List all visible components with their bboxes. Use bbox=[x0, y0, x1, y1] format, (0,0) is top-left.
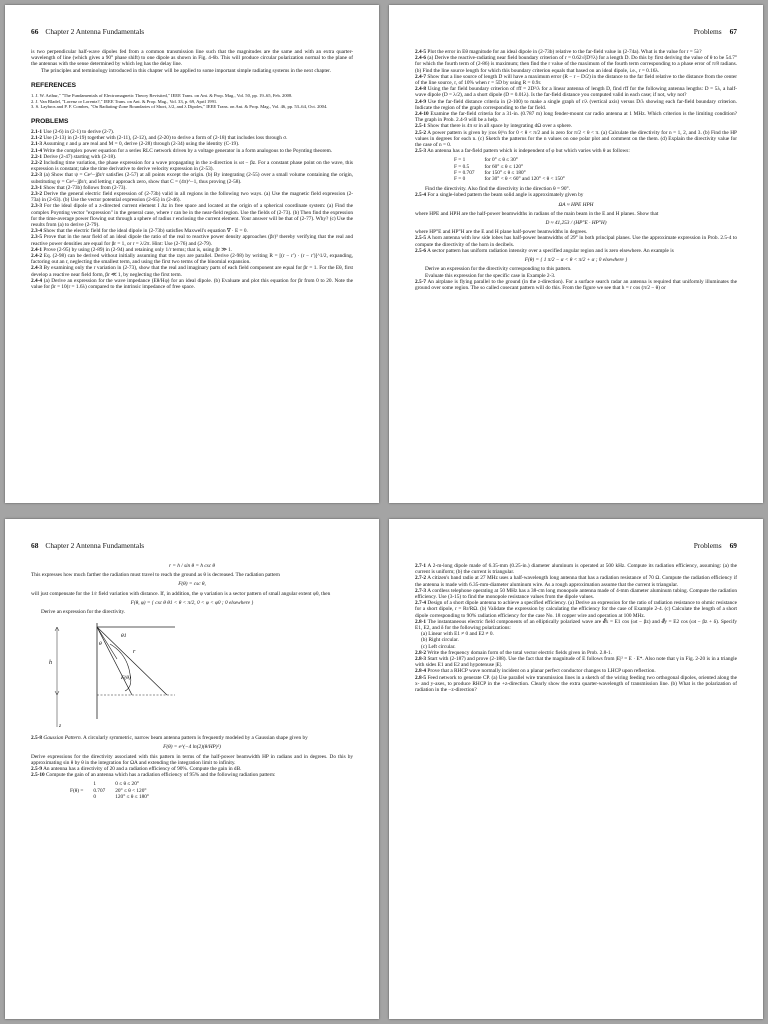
problem-number: 2.5-1 bbox=[415, 123, 427, 130]
r-label: r bbox=[133, 649, 136, 656]
problem-number: 2.3-1 bbox=[31, 184, 43, 191]
problem-number: 2.3-3 bbox=[31, 203, 43, 210]
problems-heading: PROBLEMS bbox=[31, 117, 69, 125]
equation-condition: 20° ≤ θ < 120° bbox=[115, 787, 147, 794]
equation: ΩA ≈ HPE HPH bbox=[558, 201, 594, 208]
problem-text: An airplane is flying parallel to the ground (in the z-direction). For a surface search radar an antenna is required that uniformly illuminates the ground over some region. The so called cosecant pattern will do this. From the figure we see that h = r cos (π/2 − θ) or bbox=[415, 278, 737, 291]
equation-value: 0 bbox=[93, 793, 96, 800]
problem-number: 2.5-8 bbox=[31, 735, 43, 742]
problem-item bbox=[415, 55, 737, 74]
problem-number: 2.3-5 bbox=[31, 234, 43, 241]
problem-number: 2.8-4 bbox=[415, 668, 427, 675]
problem-item bbox=[415, 192, 737, 198]
problem-number: 2.8-2 bbox=[415, 649, 427, 656]
paragraph: will just compensate for the 1/r field variation with distance. If, in addition, the φ variation is a sector pattern of small angular extent φ0, then bbox=[31, 590, 331, 597]
reference-item: 3. S. Laybros and P. F. Combes, "On Radiating-Zone Boundaries of Short, λ/2, and λ Dipoles," IEEE Trans. on Ant. & Prop. Mag., Vol. 46, pp. 53–64, Oct. 2004. bbox=[31, 104, 328, 110]
problem-number: 2.5-2 bbox=[415, 129, 427, 136]
problem-text: A horn antenna with low side lobes has half-power beamwidths of 29° in both principal planes. Use the approximate expression in Prob. 2.5-4 to compute the directivity of the horn in decibels. bbox=[415, 235, 737, 248]
problem-number: 2.4-10 bbox=[415, 111, 429, 118]
problem-number: 2.5-10 bbox=[31, 772, 45, 779]
page-body bbox=[415, 49, 737, 291]
page-number: 66 bbox=[31, 27, 39, 36]
piecewise-equation bbox=[65, 781, 154, 800]
z-label: z bbox=[59, 723, 62, 730]
problem-item bbox=[415, 235, 737, 247]
problem-item bbox=[415, 675, 737, 694]
problem-text: Show that there is 4π sr in all space by integrating dΩ over a sphere. bbox=[427, 123, 573, 130]
problem-number: 2.4-6 bbox=[415, 55, 427, 62]
equation-row bbox=[449, 176, 570, 182]
problem-number: 2.4-8 bbox=[415, 86, 427, 93]
references-heading: REFERENCES bbox=[31, 81, 77, 89]
equation: F(θ) = { 1 π/2 − α < θ < π/2 + α ; 0 elsewhere } bbox=[524, 257, 628, 264]
problem-number: 2.5-5 bbox=[415, 235, 427, 242]
problem-text: Prove (2-95) by using (2-89) in (2-94) and retaining only 1/r terms; that is, using βr ≫ 1. bbox=[43, 246, 233, 253]
problem-number: 2.7-1 bbox=[415, 563, 427, 569]
page-body bbox=[415, 563, 737, 693]
page-header bbox=[415, 541, 737, 550]
problem-number: 2.2-2 bbox=[31, 160, 43, 167]
ray-line bbox=[97, 627, 167, 695]
problem-text: Examine the far-field criteria for a 31-in. (0.787 m) long fender-mount car radio antenna at 1 MHz. Which criterion is the limiting condition? The graph in Prob. 2.4-9 will be a help. bbox=[415, 111, 737, 124]
equation-value: F = 0 bbox=[454, 176, 466, 183]
problem-text: An antenna has a directivity of 20 and a radiation efficiency of 90%. Compute the gain in dB. bbox=[43, 766, 242, 773]
equation: F(θ, φ) = { csc θ θ1 < θ < π/2, 0 < φ < φ0 ; 0 elsewhere } bbox=[130, 599, 254, 606]
problem-text: Use (2-13) in (2-19) together with (2-11), (2-12), and (2-20) to derive a form of (2-18) that includes loss through σ. bbox=[43, 135, 288, 142]
equation-value: F = 0.707 bbox=[454, 169, 475, 176]
problem-number: 2.4-1 bbox=[31, 246, 43, 253]
problem-text: Show that a line source of length D will have a maximum error (R − r − D/2) in the distance to the far field relative to the distance from the center of the line source, r, of 10% when r = 5D by using R = 0.9r. bbox=[415, 73, 738, 87]
running-head: Problems bbox=[693, 541, 722, 550]
paragraph: The principles and terminology introduced in this chapter will be applied to some important simple radiating systems in the next chapter. bbox=[41, 67, 331, 74]
theta1-label: θ1 bbox=[121, 633, 127, 640]
theta-label: θ bbox=[99, 641, 102, 648]
problems-list bbox=[31, 735, 353, 741]
problem-number: 2.5-9 bbox=[31, 766, 43, 773]
page-number: 67 bbox=[729, 27, 737, 36]
paragraph: Evaluate this expression for the specific case in Example 2-3. bbox=[425, 272, 556, 279]
problem-number: 2.2-3 bbox=[31, 172, 43, 179]
running-head: Chapter 2 Antenna Fundamentals bbox=[45, 27, 145, 36]
problem-item bbox=[415, 588, 737, 600]
problem-title: Gaussian Pattern. bbox=[43, 735, 82, 742]
pattern-curve bbox=[110, 644, 131, 691]
problem-number: 2.1-1 bbox=[31, 129, 43, 135]
problem-number: 2.5-6 bbox=[415, 247, 427, 254]
problem-text: Derive the general electric field expression of (2-73b) valid in all regions in the following two ways. (a) Use the magnetic field expression (2-73a) in (2-63). (b) Use the vector potential expression (2-65) in (2-46). bbox=[31, 191, 353, 204]
page-number: 68 bbox=[31, 541, 39, 550]
problem-text: Eq. (2-98) can be derived without initially assuming that the rays are parallel. Derive (2-98) by writing R = [(r − r′) · (r − r′)]^1/2, expanding, factoring out an r, neglecting the smallest term, and using the first two terms of the binomial expansion. bbox=[31, 253, 353, 266]
problem-item bbox=[415, 656, 737, 668]
piecewise-equation bbox=[449, 157, 570, 182]
paragraph: Derive an expression for the directivity. bbox=[41, 609, 126, 616]
page-body bbox=[31, 563, 353, 800]
problem-item bbox=[415, 575, 737, 587]
problem-number: 2.8-3 bbox=[415, 656, 427, 663]
problem-number: 2.8-1 bbox=[415, 618, 427, 625]
equation-condition: for 30° < θ < 60° and 120° < θ < 150° bbox=[484, 176, 565, 183]
problem-text: Feed network to generate CP. (a) Use parallel wire transmission lines in a sketch of the wiring feeding two orthogonal dipoles, oriented along the x- and y-axes, to produce RHCP in the +z-direction. Clearly show the extra quarter-wavelength of transmission line. (b) What is the polarization of radiation in the −z-direction? bbox=[415, 674, 737, 694]
equation-condition: for 150° ≤ θ ≤ 180° bbox=[484, 169, 526, 176]
page-68 bbox=[5, 519, 379, 1019]
problem-number: 2.3-4 bbox=[31, 228, 43, 235]
problem-text: Design of a short dipole antenna to achieve a specified efficiency. (a) Derive an expression for the ratio of radiation resistance to ohmic resistance for a short dipole, r = Rr/RΩ. (b) Validate the expression by calculating the efficiency for the case of Example 2-4. (c) Calculate the length of a short dipole corresponding to 90% radiation efficiency for the case No. 18 copper wire and operation at 100 MHz. bbox=[415, 600, 737, 619]
problem-number: 2.1-3 bbox=[31, 141, 43, 148]
problem-number: 2.5-3 bbox=[415, 148, 427, 155]
problem-item bbox=[31, 203, 353, 228]
paragraph: where HPE and HPH are the half-power beamwidths in radians of the main beam in the E and H planes. Show that bbox=[415, 210, 659, 217]
paragraph: Derive expressions for the directivity associated with this pattern in terms of the half-power beamwidth HP in radians and in degrees. Do this by approximating sin θ by θ in the integration for ΩA and extending the integration limit to infinity. bbox=[31, 753, 353, 766]
problem-number: 2.3-2 bbox=[31, 191, 43, 198]
sub-list-item: (c) Left circular. bbox=[421, 643, 456, 650]
problem-text: Assuming ε and μ are real and M = 0, derive (2-28) through (2-34) using the identity (C-19). bbox=[43, 141, 240, 148]
problem-text: Including time variation, the phase expression for a wave propagating in the z-direction is ωt − βz. For a constant phase point on the wave, this expression is constant; take the time derivative to derive velocity expression in (2-53). bbox=[31, 160, 353, 173]
problem-text: Using the far field boundary criterion of rff = 2D²/λ for a linear antenna of length D, find rff for the following antenna lengths: D = 5λ, a half-wave dipole (D = λ/2), and a short dipole (D = 0.01λ). Is the far-field distance you computed valid in each case; if not, why not? bbox=[415, 86, 737, 99]
page-body bbox=[31, 49, 353, 290]
problem-item bbox=[31, 278, 353, 290]
problem-number: 2.5-7 bbox=[415, 278, 427, 285]
problem-text: Write the frequency domain form of the total vector electric fields given in Prob. 2.8-1. bbox=[427, 649, 612, 656]
problem-text: Use the far-field distance criteria in (2-100) to make a single graph of r/λ (vertical axis) versus D/λ showing each far-field boundary criterion. Indicate the region of the graph corresponding to the far field. bbox=[415, 98, 738, 111]
problem-item bbox=[415, 86, 737, 98]
sub-list-item: (b) Right circular. bbox=[421, 637, 459, 644]
sub-list bbox=[415, 631, 737, 650]
problem-number: 2.1-4 bbox=[31, 147, 43, 154]
problem-item bbox=[31, 172, 353, 184]
cosecant-figure bbox=[37, 619, 187, 731]
problems-list bbox=[31, 129, 353, 290]
problem-item bbox=[31, 160, 353, 172]
page-number: 69 bbox=[729, 541, 737, 550]
problem-text: (a) Derive an expression for the wave impedance (Eθ/Hφ) for an ideal dipole. (b) Evaluate and plot this equation for βr from 0 to 20. Note the value for βr = 10(r = 1.6λ) compared to the intrinsic impedance of free space. bbox=[31, 277, 353, 291]
problem-item bbox=[415, 563, 737, 575]
problem-text: Plot the error in Eθ magnitude for an ideal dipole in (2-73b) relative to the far-field value in (2-74a). What is the value for r = 5λ? bbox=[427, 49, 702, 55]
problem-text: An antenna has a far-field pattern which is independent of φ but which varies with θ as follows: bbox=[427, 148, 630, 155]
problem-text: (a) Derive the reactive-radiating near field boundary criterion of r = 0.62√(D³/λ) for a length D. Do this by first deriving the value of θ to be 54.7° for which the fourth term of (2-86) is maximum; then find the r value of the maximum of the fourth term corresponding to a phase error of π/8 radians. (b) Find the line source length for which this boundary criterion equals that based on an ideal dipole, i.e., r = 0.16λ. bbox=[415, 55, 737, 74]
problem-number: 2.5-4 bbox=[415, 192, 427, 199]
reference-item: 1. J. W. Arthur," "The Fundamentals of Electromagnetic Theory Revisited," IEEE Trans. on Ant. & Prop. Mag., Vol. 50, pp. 19–65, Feb. 2008. bbox=[31, 93, 293, 99]
problem-text: By examining only the r variation in (2-73), show that the real and imaginary parts of each field component are equal for βr = 1. For the Eθ, first develop a reactive near field form, βr ≪ 1, by neglecting the first term. bbox=[31, 265, 353, 278]
ray-line bbox=[97, 627, 132, 695]
problem-text: (a) Show that ψ = Ce^−jβr/r satisfies (2-57) at all points except the origin. (b) By integrating (2-55) over a small volume containing the origin, substituting ψ = Ce^−jβr/r, and letting r approach zero, show that C = (4π)^−1, thus proving (2-58). bbox=[31, 172, 354, 185]
problem-item bbox=[415, 600, 737, 619]
problem-number: 2.1-2 bbox=[31, 135, 43, 142]
problem-text: A power pattern is given by |cos θ|^n for 0 < θ < π/2 and is zero for π/2 < θ < π. (a) Calculate the directivity for n = 1, 2, and 3. (b) Find the HP values in degrees for each n. (c) Sketch the patterns for the n values on one polar plot and comment on the them. (d) Explain the directivity value for the case of n = 0. bbox=[415, 129, 737, 149]
paragraph: This expresses how much farther the radiation must travel to reach the ground as θ is decreased. The radiation pattern bbox=[31, 572, 280, 579]
problem-text: A 2-m-long dipole made of 6.35-mm (0.25-in.) diameter aluminum is operated at 500 kHz. Compute its radiation efficiency, assuming: (a) the current is uniform; (b) the current is triangular. bbox=[415, 563, 737, 576]
problems-list bbox=[31, 766, 353, 778]
paragraph: where HP°E and HP°H are the E and H plane half-power beamwidths in degrees. bbox=[415, 229, 588, 236]
problem-item bbox=[31, 772, 353, 778]
problem-text: Compute the gain of an antenna which has a radiation efficiency of 95% and the following radiation pattern: bbox=[46, 772, 276, 779]
page-69 bbox=[389, 519, 763, 1019]
sub-list-item: (a) Linear with E1 ≠ 0 and E2 ≠ 0. bbox=[421, 631, 494, 638]
problem-text: Start with (2-187) and prove (2-188). Use the fact that the magnitude of E follows from |E|² = E · E*. Also note that γ in Fig. 2-20 is in a triangle with sides E1 and E2 and hypotenuse |E|. bbox=[415, 656, 738, 669]
problem-item bbox=[415, 130, 737, 149]
problem-number: 2.4-5 bbox=[415, 49, 427, 55]
problem-text: A sector pattern has uniform radiation intensity over a specified angular region and is zero elsewhere. An example is bbox=[427, 247, 674, 254]
page-header bbox=[31, 27, 353, 36]
equation-value: 1 bbox=[93, 781, 96, 788]
references-list bbox=[31, 93, 353, 110]
problem-text: Prove that a RHCP wave normally incident on a planar perfect conductor changes to LHCP upon reflection. bbox=[427, 668, 656, 675]
problem-number: 2.4-9 bbox=[415, 98, 427, 105]
problem-item bbox=[415, 111, 737, 123]
problems-list bbox=[415, 563, 737, 631]
problem-item bbox=[415, 74, 737, 86]
equation-lhs: F(θ) = bbox=[70, 787, 84, 794]
problem-number: 2.4-7 bbox=[415, 73, 427, 80]
problem-text: Show that the electric field for the ideal dipole in (2-73b) satisfies Maxwell's equation ∇ · E = 0. bbox=[43, 228, 248, 235]
problem-text: The instantaneous electric field components of an elliptically polarized wave are 𝓔x = E1 cos (ωt − βz) and 𝓔y = E2 cos (ωt − βz + δ). Specify E1, E2, and δ for the following polarizations: bbox=[415, 618, 737, 632]
equation-value: F = 1 bbox=[454, 157, 466, 164]
equation-condition: 0 ≤ θ ≤ 20° bbox=[115, 781, 139, 788]
equation: D ≈ 41,253 / (HP°E · HP°H) bbox=[545, 220, 607, 227]
problem-item bbox=[31, 735, 353, 741]
problem-number: 2.7-2 bbox=[415, 575, 427, 582]
problem-item bbox=[31, 253, 353, 265]
page-header bbox=[415, 27, 737, 36]
problem-text: For the ideal dipole of a z-directed current element I Δz in free space and located at the origin of a spherical coordinate system: (a) Find the complex Poynting vector "expression" in the general case, where r can be in the near-field region. Use the fields of (2-73). (b) Then find the expression for the time-average power flowing out through a sphere of radius r enclosing the current element. Your answer will be that of (2-77). Why? (c) Use the results from (a) to derive (2-79). bbox=[31, 203, 354, 229]
problem-item bbox=[415, 148, 737, 154]
problem-number: 2.7-4 bbox=[415, 600, 427, 607]
problem-number: 2.4-3 bbox=[31, 265, 43, 272]
page-67 bbox=[389, 5, 763, 503]
equation-condition: 120° ≤ θ ≤ 180° bbox=[115, 793, 150, 800]
running-head: Chapter 2 Antenna Fundamentals bbox=[45, 541, 145, 550]
running-head: Problems bbox=[693, 27, 722, 36]
equation: r = h / sin θ = h csc θ bbox=[168, 563, 216, 569]
equation-value: F = 0.5 bbox=[454, 163, 470, 170]
page-header bbox=[31, 541, 353, 550]
problem-item bbox=[415, 248, 737, 254]
problem-text: Use (2-6) in (2-1) to derive (2-7). bbox=[43, 129, 115, 135]
reference-item: 2. J. Van Bladel, "Lorenz or Lorentz?," IEEE Trans. on Ant. & Prop. Mag., Vol. 33, p. 69, April 1991. bbox=[31, 98, 218, 104]
problem-number: 2.2-1 bbox=[31, 153, 43, 160]
problem-item bbox=[415, 279, 737, 291]
problem-text: Prove that in the near field of an ideal dipole the ratio of the real to reactive power density approaches (βr)³ thereby verifying that the real and reactive power densities are equal for βr = 1, or r = λ/2π. Hint: Use (2-76) and (2-79). bbox=[31, 234, 354, 247]
page-66 bbox=[5, 5, 379, 503]
problem-item bbox=[31, 265, 353, 277]
equation: F(θ) = e^(−4 ln(2)(θ/HP)²) bbox=[163, 744, 221, 751]
problem-item bbox=[31, 191, 353, 203]
paragraph: Find the directivity. Also find the directivity in the direction θ = 90°. bbox=[425, 186, 570, 193]
equation-value: 0.707 bbox=[93, 787, 106, 794]
problems-list bbox=[415, 235, 737, 254]
figure-frame bbox=[55, 623, 175, 730]
equation-condition: for 0° ≤ θ ≤ 30° bbox=[484, 157, 518, 164]
problem-text: A cordless telephone operating at 50 MHz has a 38-cm long monopole antenna made of 4-mm diameter aluminum tubing. Compute the radiation efficiency. Use (3-15) to find the monopole resistance values from the dipole values. bbox=[415, 587, 737, 601]
problems-list bbox=[415, 650, 737, 693]
problems-list bbox=[415, 49, 737, 154]
problem-item bbox=[31, 234, 353, 246]
problem-number: 2.7-3 bbox=[415, 587, 427, 594]
problem-text: A circularly symmetric, narrow beam antenna pattern is frequently modeled by a Gaussian shape given by bbox=[82, 735, 308, 742]
problem-text: Write the complex power equation for a series RLC network driven by a voltage generator in a form analogous to the Poynting theorem. bbox=[43, 147, 333, 154]
equation-condition: for 60° ≤ θ ≤ 120° bbox=[484, 163, 524, 170]
problem-number: 2.4-2 bbox=[31, 253, 43, 260]
f-theta-label: F(θ) bbox=[121, 675, 131, 682]
problem-item bbox=[415, 99, 737, 111]
problem-text: Show that (2-73b) follows from (2-73). bbox=[43, 184, 127, 191]
problem-text: For a single-lobed pattern the beam solid angle is approximately given by bbox=[427, 192, 584, 199]
problem-text: Derive (2-47) starting with (2-18). bbox=[43, 153, 117, 160]
problem-text: A citizen's band radio at 27 MHz uses a half-wavelength long antenna that has a radiation resistance of 70 Ω. Compute the radiation efficiency if the antenna is made with 6.35-mm-diameter aluminum wire. As a rough approximation assume that the current is triangular. bbox=[415, 575, 737, 588]
paragraph: Derive an expression for the directivity corresponding to this pattern. bbox=[425, 266, 572, 273]
problem-number: 2.8-5 bbox=[415, 674, 427, 681]
problem-number: 2.4-4 bbox=[31, 277, 43, 284]
h-label: h bbox=[49, 660, 52, 667]
equation: F(θ) = csc θ, bbox=[178, 581, 206, 588]
problem-item bbox=[415, 619, 737, 631]
paragraph: is two perpendicular half-wave dipoles fed from a common transmission line such that the magnitudes are the same and with an extra quarter-wavelength of line (which gives a 90° phase shift) to one dipole as shown in Fig. 4-6b. This will produce circular polarization normal to the plane of the antennas with the sense determined by which leg has the delay line. bbox=[31, 49, 353, 68]
